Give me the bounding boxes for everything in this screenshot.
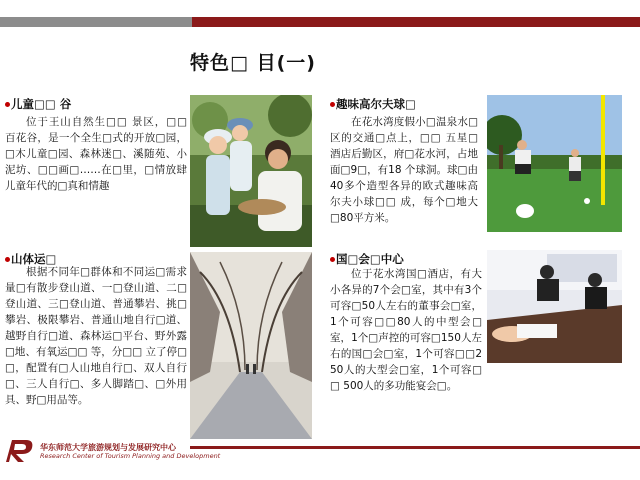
section-title-conference-center: 国□会□中心 (330, 251, 404, 267)
bullet-icon (330, 102, 335, 107)
section-body-golf: 在花水湾度假小□温泉水□区的交通□点上，□□ 五星□酒店后勤区，府□花水河，占地面□9□，有18 个球洞。球□由40多个造型各异的欧式趣味高尔夫小球□□ 成，每个□地大□80平方米。 (330, 116, 478, 224)
section-title-children-valley: 儿童□□ 谷 (5, 96, 71, 112)
bullet-icon (5, 102, 10, 107)
header-bar-red (192, 17, 640, 27)
page-title: 特色□ 目(一) (190, 52, 316, 74)
photo-golf (487, 95, 622, 232)
footer-org-name-cn: 华东师范大学旅游规划与发展研究中心 (40, 443, 176, 452)
photo-conference-room (487, 250, 622, 363)
bullet-icon (330, 257, 335, 262)
footer-org-name-en: Research Center of Tourism Planning and Development (40, 452, 221, 460)
photo-children-valley (190, 95, 312, 247)
section-title-golf: 趣味高尔夫球□ (330, 96, 416, 112)
photo-mountain-path (190, 252, 312, 439)
section-body-children-valley: 位于王山自然生□□ 景区，□□ 百花谷，是一个全生□式的开放□园，□木儿童□园、森林迷□、溪随苑、小泥坊、□□画□……在□里，□情放肆儿童年代的□真和情趣 (5, 116, 187, 192)
footer-divider (190, 446, 640, 449)
header-bar-gray (0, 17, 192, 27)
section-title-mountain-sports: 山体运□ (5, 251, 56, 267)
section-body-mountain-sports: 根据不同年□群体和不同运□需求量□有散步登山道、一□登山道、二□登山道、三□登山道、普通攀岩、挑□攀岩、极限攀岩、普通山地自行□道、越野自行□道、森林运□平台、野外露□地、有氧运□□ 等，分□□ 立了停□□，配置有□人山地自行□、双人自行□、三人自行□、多人脚踏□、□外用具、野□用品等。 (5, 266, 187, 406)
section-body-conference-center: 位于花水湾国□酒店，有大小各异的7个会□室，其中有3个可容□50人左右的董事会□室，1个可容□□80人的中型会□室，1个□声控的可容□150人左右的国□会□室，1个可容□□250人的大型会□室，1个可容□□ 500人的多功能宴会□。 (330, 268, 482, 392)
research-center-logo (2, 436, 38, 464)
bullet-icon (5, 257, 10, 262)
